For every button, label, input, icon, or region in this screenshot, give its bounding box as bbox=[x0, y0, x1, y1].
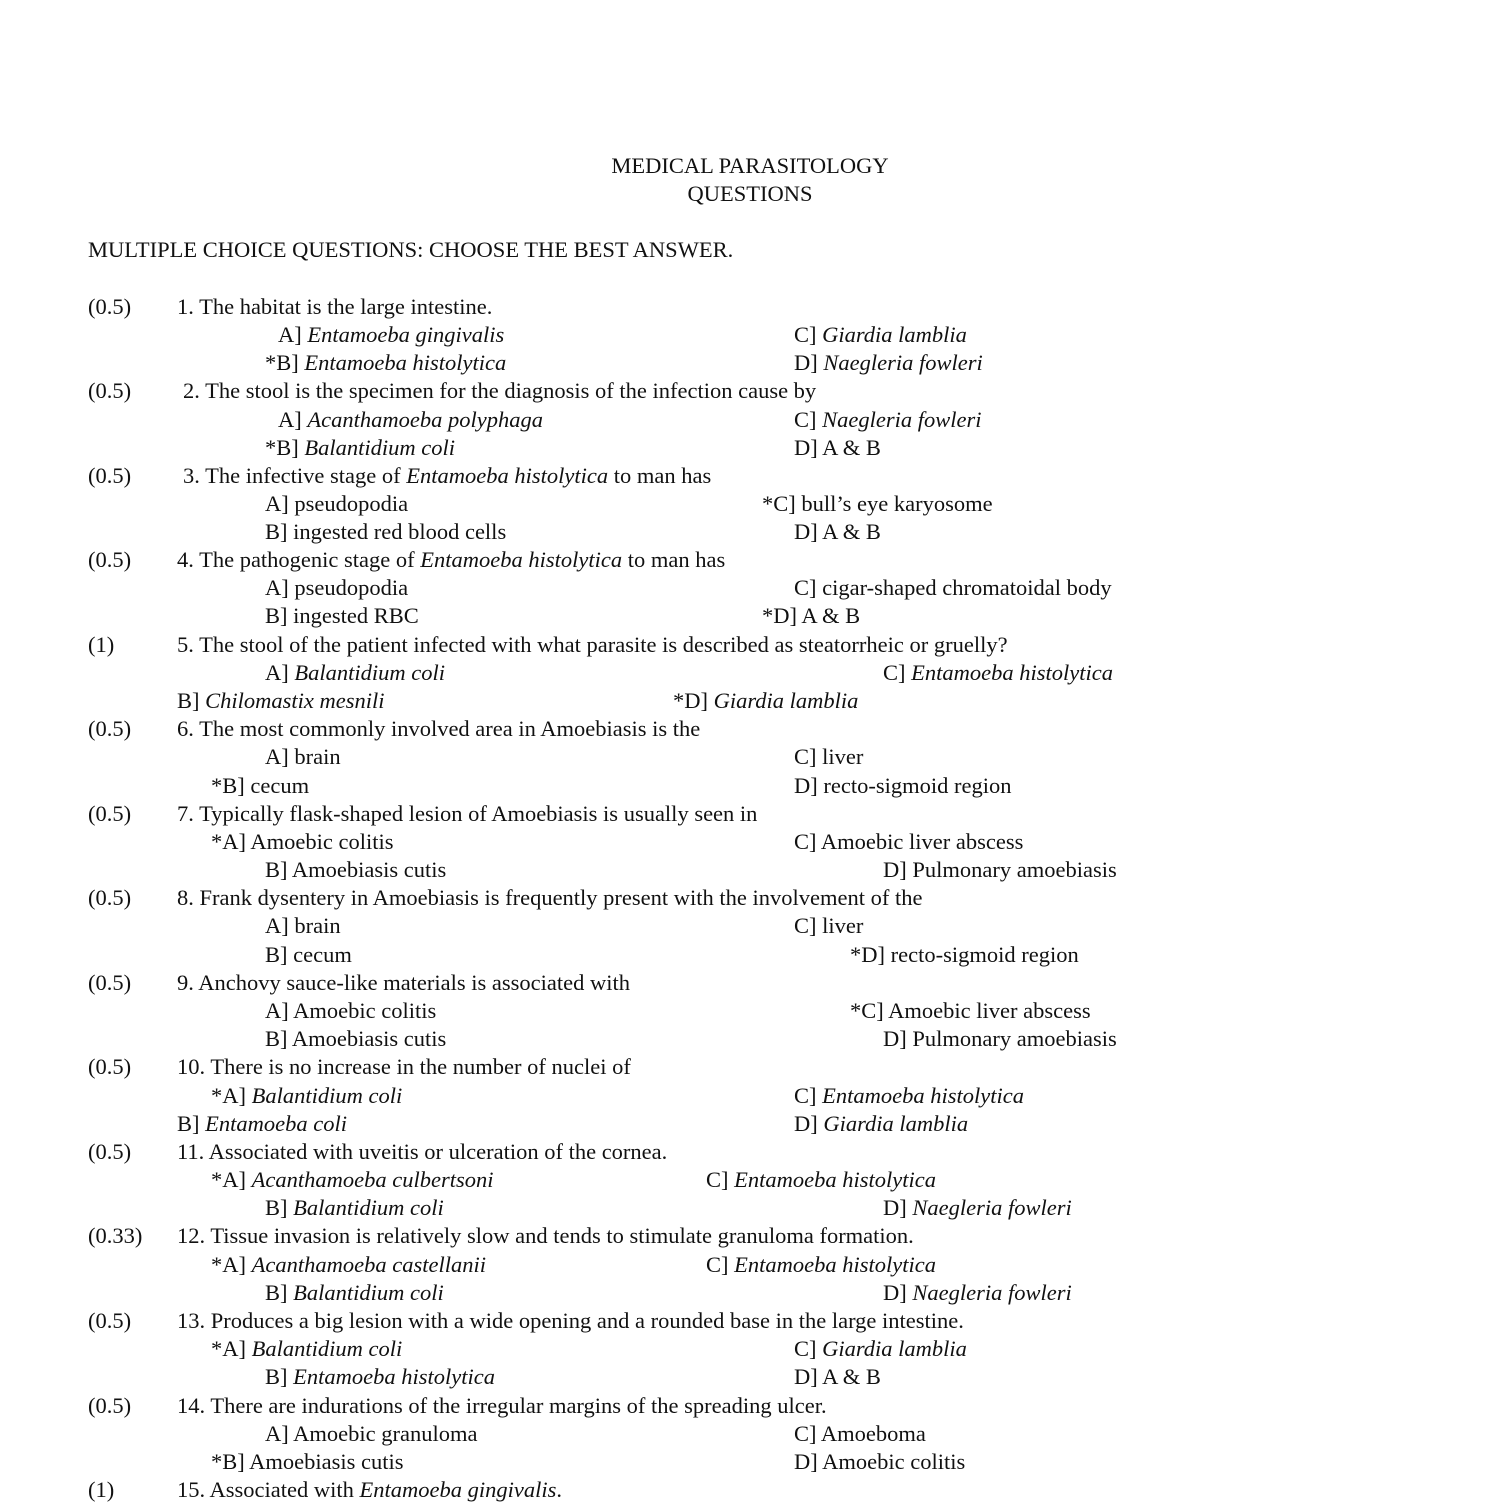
question-points: (0.5) bbox=[88, 1308, 132, 1333]
option-b: B] Balantidium coli bbox=[265, 1195, 444, 1220]
option-d: D] Naegleria fowleri bbox=[883, 1195, 1072, 1220]
option-b: *B] cecum bbox=[211, 773, 310, 798]
option-b: B] Chilomastix mesnili bbox=[177, 688, 385, 713]
question-text: 7. Typically flask-shaped lesion of Amoebiasis is usually seen in bbox=[177, 801, 758, 826]
option-c: C] Entamoeba histolytica bbox=[883, 660, 1113, 685]
option-c: C] liver bbox=[794, 744, 864, 769]
option-b: B] Amoebiasis cutis bbox=[265, 1026, 447, 1051]
option-a: A] brain bbox=[265, 913, 341, 938]
option-d: D] A & B bbox=[794, 1364, 881, 1389]
option-d: *D] Giardia lamblia bbox=[673, 688, 859, 713]
option-a: A] Acanthamoeba polyphaga bbox=[278, 407, 543, 432]
question-text: 6. The most commonly involved area in Amoebiasis is the bbox=[177, 716, 701, 741]
option-c: C] Amoebic liver abscess bbox=[794, 829, 1024, 854]
option-a: A] Entamoeba gingivalis bbox=[278, 322, 505, 347]
option-c: C] Giardia lamblia bbox=[794, 322, 967, 347]
question-points: (0.5) bbox=[88, 970, 132, 995]
instructions: MULTIPLE CHOICE QUESTIONS: CHOOSE THE BEST ANSWER. bbox=[88, 237, 734, 262]
question-points: (0.5) bbox=[88, 1054, 132, 1079]
option-a: *A] Amoebic colitis bbox=[211, 829, 394, 854]
question-points: (0.5) bbox=[88, 716, 132, 741]
question-points: (0.5) bbox=[88, 547, 132, 572]
question-points: (0.5) bbox=[88, 463, 132, 488]
question-points: (0.33) bbox=[88, 1223, 143, 1248]
question-text: 5. The stool of the patient infected with what parasite is described as steatorrheic or gruelly? bbox=[177, 632, 1008, 657]
option-b: *B] Entamoeba histolytica bbox=[265, 350, 507, 375]
document-subtitle: QUESTIONS bbox=[687, 181, 813, 206]
option-d: D] Pulmonary amoebiasis bbox=[883, 857, 1117, 882]
question-points: (0.5) bbox=[88, 1393, 132, 1418]
question-text: 13. Produces a big lesion with a wide opening and a rounded base in the large intestine. bbox=[177, 1308, 964, 1333]
question-points: (0.5) bbox=[88, 294, 132, 319]
question-text: 9. Anchovy sauce-like materials is associated with bbox=[177, 970, 630, 995]
option-c: C] liver bbox=[794, 913, 864, 938]
option-b: B] ingested RBC bbox=[265, 603, 419, 628]
option-c: *C] bull’s eye karyosome bbox=[762, 491, 993, 516]
option-d: D] Naegleria fowleri bbox=[883, 1280, 1072, 1305]
question-text: 4. The pathogenic stage of Entamoeba histolytica to man has bbox=[177, 547, 726, 572]
option-b: *B] Balantidium coli bbox=[265, 435, 455, 460]
option-c: C] Entamoeba histolytica bbox=[706, 1167, 936, 1192]
option-d: D] A & B bbox=[794, 435, 881, 460]
option-a: A] pseudopodia bbox=[265, 491, 409, 516]
question-text: 2. The stool is the specimen for the diagnosis of the infection cause by bbox=[183, 378, 817, 403]
question-text: 15. Associated with Entamoeba gingivalis. bbox=[177, 1477, 562, 1502]
question-points: (1) bbox=[88, 632, 115, 657]
option-c: C] Entamoeba histolytica bbox=[706, 1252, 936, 1277]
question-text: 12. Tissue invasion is relatively slow and tends to stimulate granuloma formation. bbox=[177, 1223, 914, 1248]
question-text: 1. The habitat is the large intestine. bbox=[177, 294, 493, 319]
option-a: *A] Balantidium coli bbox=[211, 1083, 403, 1108]
option-c: C] cigar-shaped chromatoidal body bbox=[794, 575, 1112, 600]
question-points: (0.5) bbox=[88, 378, 132, 403]
option-d: D] Amoebic colitis bbox=[794, 1449, 966, 1474]
option-d: D] Naegleria fowleri bbox=[794, 350, 983, 375]
document-title: MEDICAL PARASITOLOGY bbox=[611, 153, 889, 178]
option-b: B] cecum bbox=[265, 942, 352, 967]
option-c: C] Giardia lamblia bbox=[794, 1336, 967, 1361]
question-text: 3. The infective stage of Entamoeba histolytica to man has bbox=[183, 463, 712, 488]
option-c: C] Naegleria fowleri bbox=[794, 407, 982, 432]
option-b: B] Entamoeba histolytica bbox=[265, 1364, 495, 1389]
question-text: 8. Frank dysentery in Amoebiasis is frequently present with the involvement of the bbox=[177, 885, 923, 910]
question-points: (0.5) bbox=[88, 885, 132, 910]
option-a: *A] Acanthamoeba culbertsoni bbox=[211, 1167, 494, 1192]
option-d: D] recto-sigmoid region bbox=[794, 773, 1012, 798]
option-b: B] ingested red blood cells bbox=[265, 519, 507, 544]
question-text: 10. There is no increase in the number of nuclei of bbox=[177, 1054, 631, 1079]
option-a: A] Balantidium coli bbox=[265, 660, 445, 685]
option-b: B] Amoebiasis cutis bbox=[265, 857, 447, 882]
option-b: B] Entamoeba coli bbox=[177, 1111, 347, 1136]
option-d: *D] A & B bbox=[762, 603, 861, 628]
option-c: C] Entamoeba histolytica bbox=[794, 1083, 1024, 1108]
option-a: A] Amoebic colitis bbox=[265, 998, 437, 1023]
question-text: 11. Associated with uveitis or ulceration of the cornea. bbox=[177, 1139, 668, 1164]
option-a: A] pseudopodia bbox=[265, 575, 409, 600]
option-d: *D] recto-sigmoid region bbox=[850, 942, 1079, 967]
option-a: *A] Acanthamoeba castellanii bbox=[211, 1252, 486, 1277]
question-points: (0.5) bbox=[88, 801, 132, 826]
question-points: (0.5) bbox=[88, 1139, 132, 1164]
option-c: *C] Amoebic liver abscess bbox=[850, 998, 1091, 1023]
option-b: B] Balantidium coli bbox=[265, 1280, 444, 1305]
option-a: A] Amoebic granuloma bbox=[265, 1421, 478, 1446]
option-b: *B] Amoebiasis cutis bbox=[211, 1449, 404, 1474]
option-a: *A] Balantidium coli bbox=[211, 1336, 403, 1361]
option-a: A] brain bbox=[265, 744, 341, 769]
option-c: C] Amoeboma bbox=[794, 1421, 926, 1446]
question-text: 14. There are indurations of the irregular margins of the spreading ulcer. bbox=[177, 1393, 827, 1418]
option-d: D] A & B bbox=[794, 519, 881, 544]
question-points: (1) bbox=[88, 1477, 115, 1502]
option-d: D] Pulmonary amoebiasis bbox=[883, 1026, 1117, 1051]
option-d: D] Giardia lamblia bbox=[794, 1111, 969, 1136]
